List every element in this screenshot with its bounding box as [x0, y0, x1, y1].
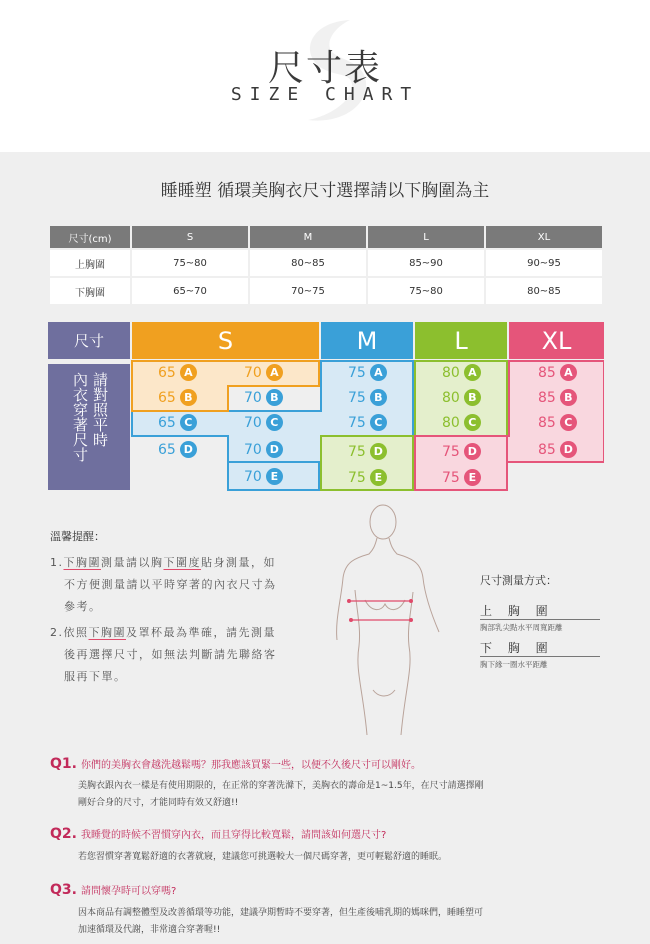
table-header: M — [249, 225, 367, 249]
cup-cell-70c: 70 C — [244, 414, 283, 431]
cup-cell-75d: 75 D — [348, 443, 387, 460]
size-table — [48, 224, 604, 306]
cup-cell-80b: 80 B — [442, 389, 481, 406]
table-cell: 下胸圍 — [49, 277, 131, 305]
table-header: XL — [485, 225, 603, 249]
table-row — [49, 277, 603, 305]
size-region-outlines — [48, 322, 604, 494]
cup-cell-75e: 75 E — [348, 469, 387, 486]
table-header: S — [131, 225, 249, 249]
cup-cell-85a: 85 A — [538, 364, 577, 381]
cup-cell-75c: 75 C — [348, 414, 387, 431]
qa-answer-3: 因本商品有調整體型及改善循環等功能，建議孕期暫時不要穿著，但生產後哺乳期的媽咪們，睡睡塑可 加速循環及代謝，非常適合穿著喔!! — [78, 908, 484, 935]
qa-answer-2: 若您習慣穿著寬鬆舒適的衣著就寢，建議您可挑選較大一個尺碼穿著，更可輕鬆舒適的睡眠。 — [78, 852, 448, 862]
cup-cell-70a: 70 A — [244, 364, 283, 381]
cup-cell-65a: 65 A — [158, 364, 197, 381]
cup-cell-l-75e: 75 E — [442, 469, 481, 486]
note-2: 2.依照下胸圍及罩杯最為準確，請先測量 後再選擇尺寸，如無法判斷請先聯絡客 服再下單。 — [50, 626, 277, 683]
size-band-l: L — [415, 322, 507, 359]
table-header-row — [49, 225, 603, 249]
table-cell: 70~75 — [249, 277, 367, 305]
table-header: 尺寸(cm) — [49, 225, 131, 249]
size-band-m: M — [321, 322, 413, 359]
table-cell: 上胸圍 — [49, 249, 131, 277]
table-cell: 75~80 — [367, 277, 485, 305]
size-band-xl: XL — [509, 322, 604, 359]
qa-question-2: Q2. 我睡覺的時候不習慣穿內衣，而且穿得比較寬鬆，請問該如何選尺寸? — [50, 826, 387, 842]
size-label: 尺寸 — [48, 322, 130, 359]
notes-title: 溫馨提醒： — [50, 530, 105, 543]
measure-lower-label: 下 胸 圍 — [480, 641, 554, 655]
side-label-line: 內衣穿著尺寸 — [71, 372, 89, 462]
table-cell: 65~70 — [131, 277, 249, 305]
table-cell: 85~90 — [367, 249, 485, 277]
qa-question-3: Q3. 請問懷孕時可以穿嗎? — [50, 882, 177, 898]
cup-cell-65c: 65 C — [158, 414, 197, 431]
side-label-line: 請對照平時 — [91, 372, 109, 447]
measure-upper-desc: 胸部乳尖點水平周寬距離 — [480, 619, 600, 633]
cup-cell-80c: 80 C — [442, 414, 481, 431]
table-header: L — [367, 225, 485, 249]
chart-heading: 睡睡塑 循環美胸衣尺寸選擇請以下胸圍為主 — [160, 181, 490, 201]
cup-cell-65d: 65 D — [158, 441, 197, 458]
size-band-s: S — [132, 322, 319, 359]
cup-cell-65b: 65 B — [158, 389, 197, 406]
cup-size-chart — [48, 322, 604, 494]
cup-cell-85d: 85 D — [538, 441, 577, 458]
cup-cell-70e: 70 E — [244, 468, 283, 485]
page-title: 尺寸表 — [267, 48, 382, 89]
body-figure-illustration — [315, 500, 445, 735]
table-cell: 80~85 — [249, 249, 367, 277]
header — [0, 0, 650, 152]
cup-cell-80a: 80 A — [442, 364, 481, 381]
note-1: 1.下胸圍測量請以胸下圍度貼身測量，如 不方便測量請以平時穿著的內衣尺寸為 參考。 — [50, 556, 277, 613]
cup-cell-75b: 75 B — [348, 389, 387, 406]
measure-lower-desc: 胸下緣一圈水平距離 — [480, 656, 600, 670]
cup-cell-85b: 85 B — [538, 389, 577, 406]
cup-cell-75a: 75 A — [348, 364, 387, 381]
cup-cell-l-75d: 75 D — [442, 443, 481, 460]
table-row — [49, 249, 603, 277]
measure-title: 尺寸測量方式： — [480, 574, 557, 587]
cup-cell-70b: 70 B — [244, 389, 283, 406]
table-cell: 75~80 — [131, 249, 249, 277]
measure-guide — [480, 572, 600, 676]
cup-cell-85c: 85 C — [538, 414, 577, 431]
cup-cell-70d: 70 D — [244, 441, 283, 458]
table-cell: 90~95 — [485, 249, 603, 277]
page-subtitle-en: SIZE CHART — [230, 84, 420, 105]
qa-question-1: Q1. 你們的美胸衣會越洗越鬆嗎？那我應該買緊一些，以便不久後尺寸可以剛好。 — [50, 756, 421, 772]
table-cell: 80~85 — [485, 277, 603, 305]
qa-answer-1: 美胸衣跟內衣一樣是有使用期限的，在正常的穿著洗滌下，美胸衣的壽命是1~1.5年，在尺寸請選擇剛 剛好合身的尺寸，才能同時有效又舒適!! — [78, 781, 484, 808]
measure-upper-label: 上 胸 圍 — [480, 604, 554, 618]
